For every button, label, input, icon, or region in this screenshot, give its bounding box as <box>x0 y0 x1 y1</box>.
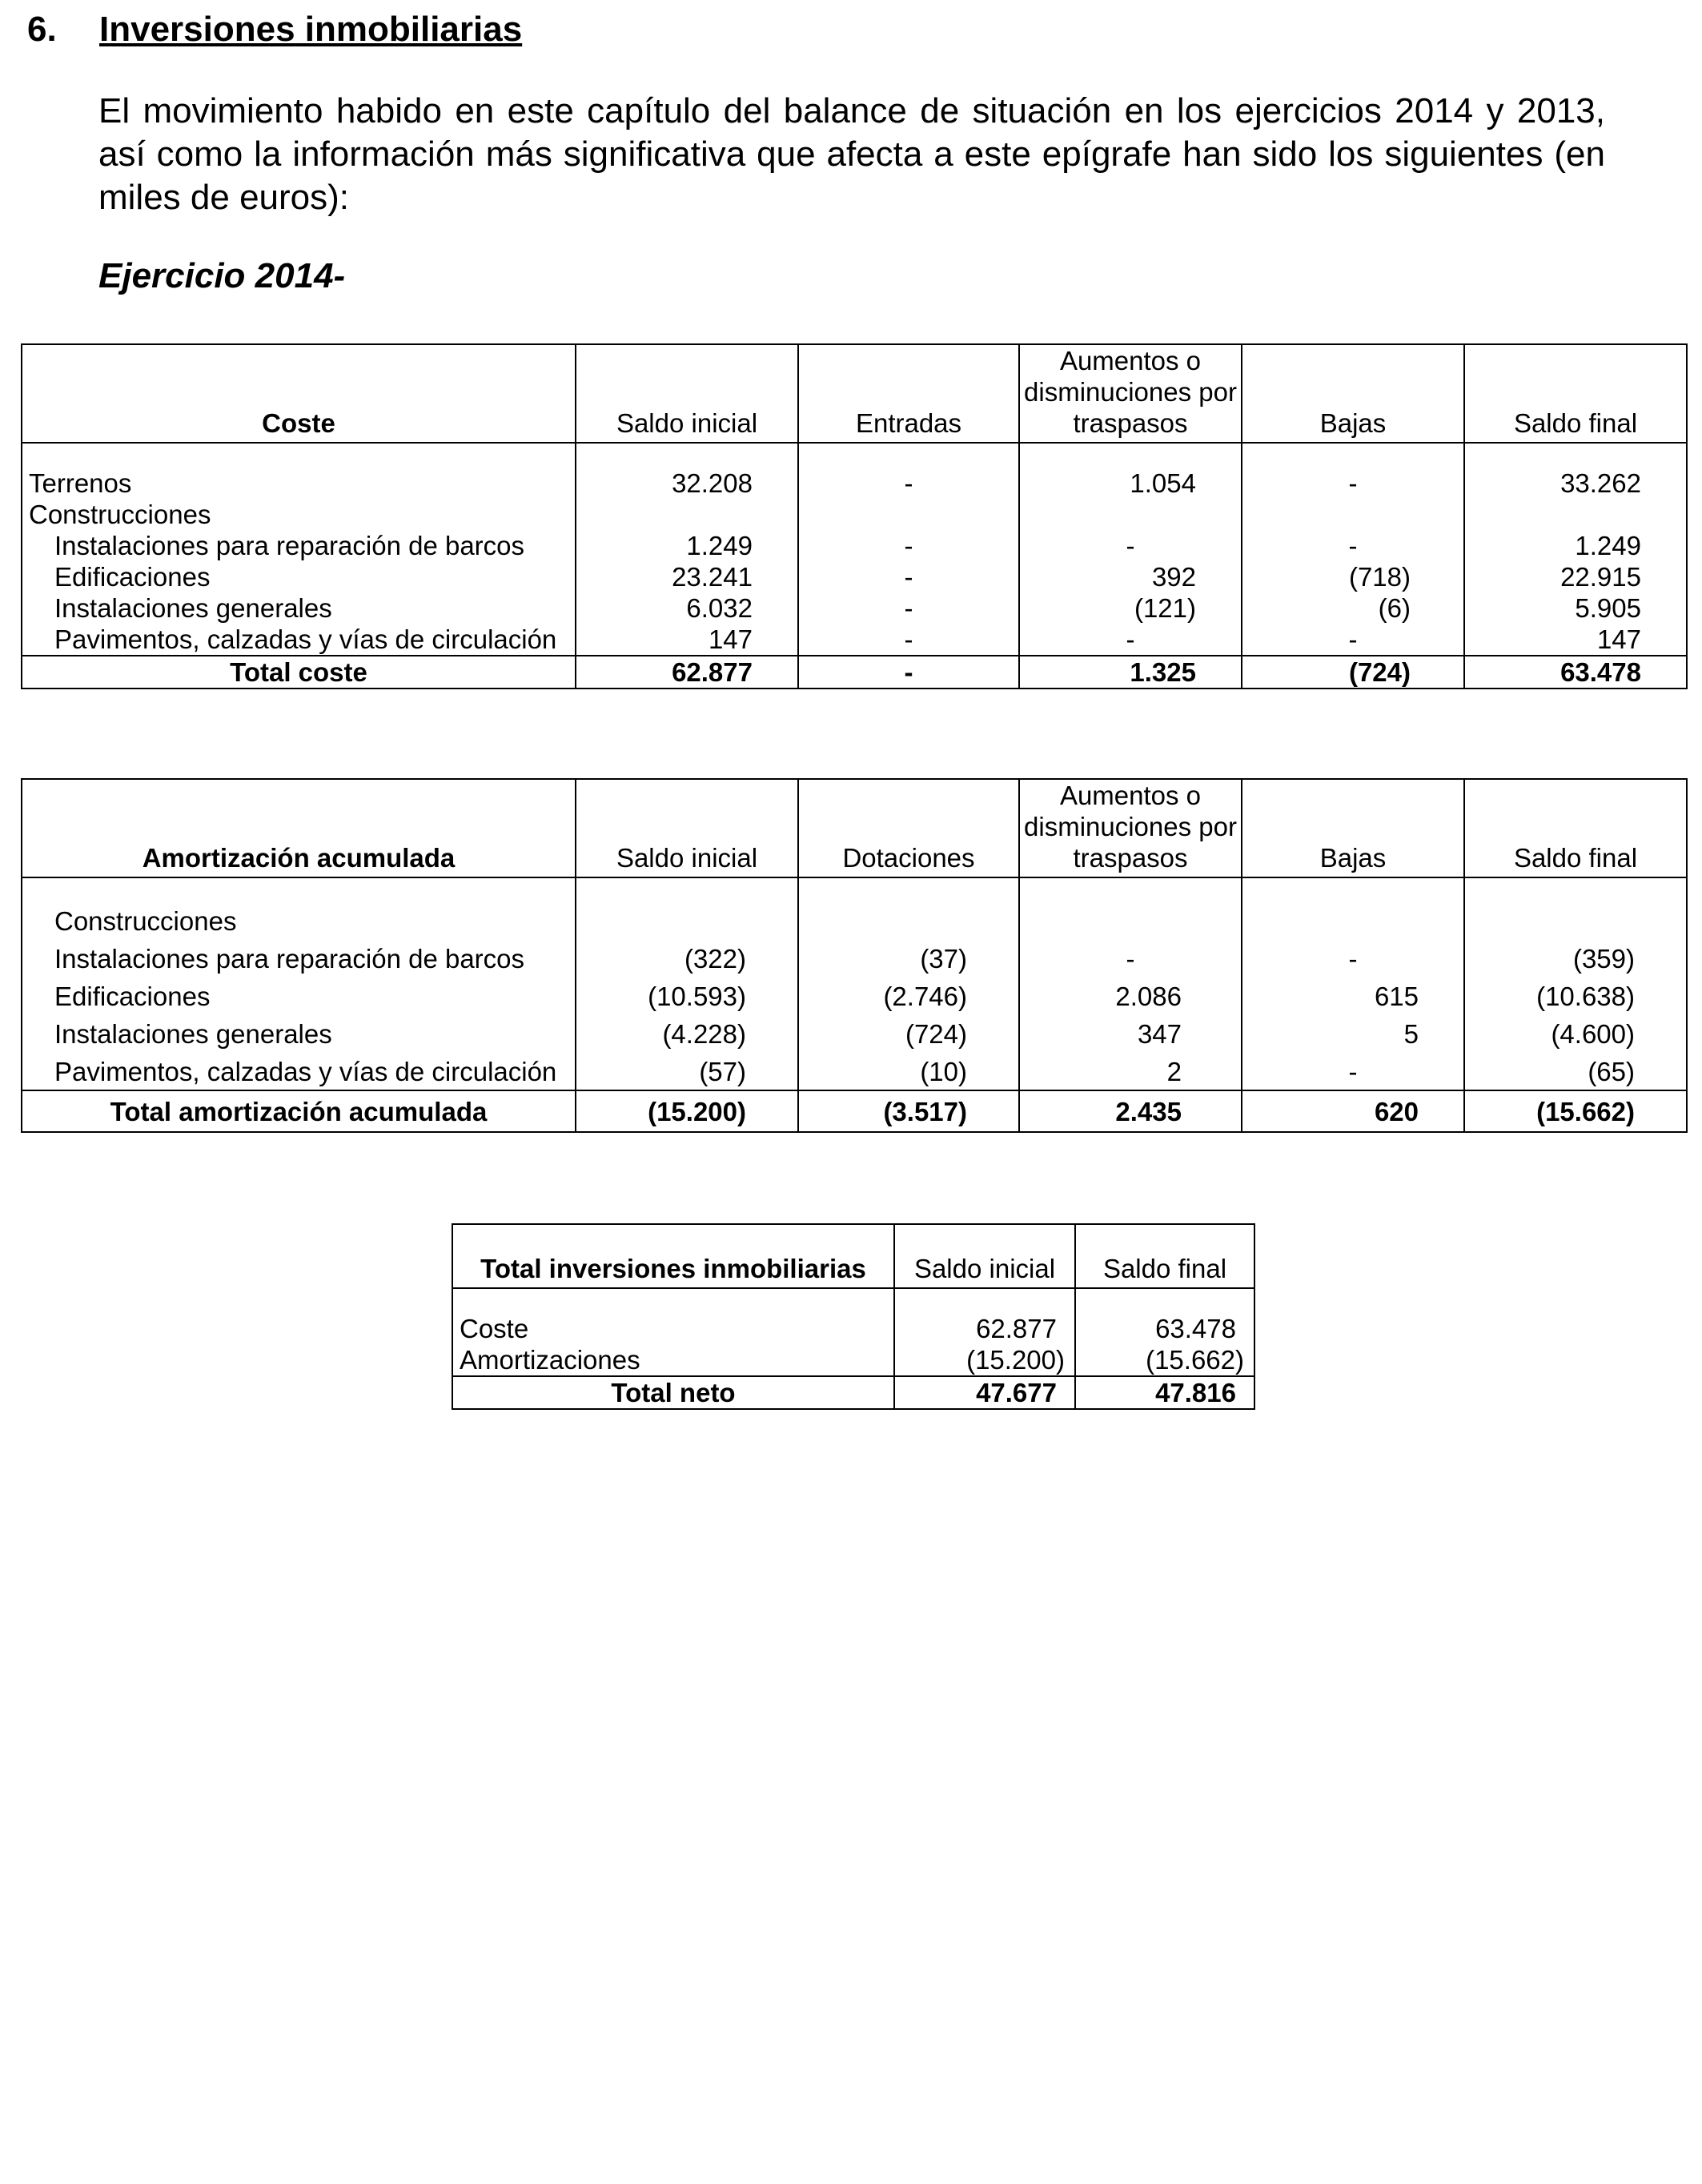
total-cell: 63.478 <box>1464 656 1687 689</box>
cell: 1.054 <box>1019 468 1242 499</box>
row-label: Construcciones <box>22 499 576 530</box>
cell: 1.249 <box>576 530 798 561</box>
column-header: Saldo inicial <box>576 779 798 877</box>
cell: 62.877 <box>894 1313 1075 1344</box>
total-cell: 2.435 <box>1019 1090 1242 1132</box>
column-header: Aumentos o disminuciones por traspasos <box>1019 779 1242 877</box>
cell: - <box>798 468 1019 499</box>
row-label: Construcciones <box>22 902 576 940</box>
cell: 392 <box>1019 561 1242 592</box>
cell <box>576 902 798 940</box>
cell: (10.593) <box>576 978 798 1015</box>
cell: - <box>1242 624 1464 656</box>
cell: (10.638) <box>1464 978 1687 1015</box>
row-label: Amortizaciones <box>452 1344 894 1376</box>
cell <box>1242 499 1464 530</box>
table-row <box>22 1015 1687 1053</box>
cell: 23.241 <box>576 561 798 592</box>
column-header: Bajas <box>1242 344 1464 443</box>
total-cell: - <box>798 656 1019 689</box>
cell: - <box>798 592 1019 624</box>
cell: 147 <box>576 624 798 656</box>
cell: (121) <box>1019 592 1242 624</box>
row-label: Pavimentos, calzadas y vías de circulación <box>22 624 576 656</box>
coste-table <box>21 343 1688 689</box>
column-header: Bajas <box>1242 779 1464 877</box>
cell: 22.915 <box>1464 561 1687 592</box>
section-title: Inversiones inmobiliarias <box>99 10 523 49</box>
total-cell: 620 <box>1242 1090 1464 1132</box>
row-label: Instalaciones generales <box>22 1015 576 1053</box>
cell <box>1464 499 1687 530</box>
amortizacion-table <box>21 778 1688 1133</box>
total-cell: (15.200) <box>576 1090 798 1132</box>
column-header: Entradas <box>798 344 1019 443</box>
total-label: Total neto <box>452 1376 894 1409</box>
row-label: Instalaciones para reparación de barcos <box>22 530 576 561</box>
cell <box>576 499 798 530</box>
cell: (65) <box>1464 1053 1687 1090</box>
cell: 1.249 <box>1464 530 1687 561</box>
column-header: Dotaciones <box>798 779 1019 877</box>
total-cell: (15.662) <box>1464 1090 1687 1132</box>
total-label: Total coste <box>22 656 576 689</box>
column-header: Saldo final <box>1075 1224 1254 1288</box>
cell: 347 <box>1019 1015 1242 1053</box>
cell: - <box>1019 624 1242 656</box>
cell <box>1242 902 1464 940</box>
column-header: Total inversiones inmobiliarias <box>452 1224 894 1288</box>
row-label: Pavimentos, calzadas y vías de circulación <box>22 1053 576 1090</box>
table-row <box>22 978 1687 1015</box>
total-cell: 62.877 <box>576 656 798 689</box>
cell: 5 <box>1242 1015 1464 1053</box>
cell: - <box>1019 530 1242 561</box>
total-cell: (3.517) <box>798 1090 1019 1132</box>
total-row <box>22 1090 1687 1132</box>
cell: - <box>1242 940 1464 978</box>
column-header: Saldo inicial <box>576 344 798 443</box>
cell: - <box>798 561 1019 592</box>
section-heading <box>27 10 522 50</box>
row-label: Coste <box>452 1313 894 1344</box>
table-row <box>452 1313 1254 1344</box>
cell <box>1019 499 1242 530</box>
intro-paragraph: El movimiento habido en este capítulo del balance de situación en los ejercicios 2014 y 2013, así como la información más significativa que afecta a este epígrafe han sido los siguientes (en miles de euros): <box>98 91 1605 217</box>
total-cell: 47.677 <box>894 1376 1075 1409</box>
cell: 32.208 <box>576 468 798 499</box>
total-cell: 47.816 <box>1075 1376 1254 1409</box>
total-row <box>452 1376 1254 1409</box>
row-label: Edificaciones <box>22 978 576 1015</box>
table-row <box>22 1053 1687 1090</box>
table-row <box>22 592 1687 624</box>
column-header: Amortización acumulada <box>22 779 576 877</box>
cell: - <box>1242 1053 1464 1090</box>
cell: - <box>1019 940 1242 978</box>
cell: - <box>1242 530 1464 561</box>
exercise-subtitle: Ejercicio 2014- <box>98 256 346 295</box>
cell: (6) <box>1242 592 1464 624</box>
row-label: Instalaciones para reparación de barcos <box>22 940 576 978</box>
summary-table <box>452 1223 1255 1410</box>
cell: - <box>798 624 1019 656</box>
column-header: Aumentos o disminuciones por traspasos <box>1019 344 1242 443</box>
cell: 2 <box>1019 1053 1242 1090</box>
cell: (2.746) <box>798 978 1019 1015</box>
total-label: Total amortización acumulada <box>22 1090 576 1132</box>
total-row <box>22 656 1687 689</box>
table-row <box>22 468 1687 499</box>
cell: (15.662) <box>1075 1344 1254 1376</box>
cell <box>1464 902 1687 940</box>
cell: 33.262 <box>1464 468 1687 499</box>
cell: (37) <box>798 940 1019 978</box>
table-row <box>22 530 1687 561</box>
table-row <box>22 624 1687 656</box>
cell: 63.478 <box>1075 1313 1254 1344</box>
cell: (4.228) <box>576 1015 798 1053</box>
section-number: 6. <box>27 10 57 49</box>
table-row <box>22 902 1687 940</box>
cell <box>798 499 1019 530</box>
cell <box>1019 902 1242 940</box>
cell <box>798 902 1019 940</box>
cell: (724) <box>798 1015 1019 1053</box>
table-row <box>22 499 1687 530</box>
column-header: Coste <box>22 344 576 443</box>
total-cell: (724) <box>1242 656 1464 689</box>
cell: - <box>1242 468 1464 499</box>
cell: - <box>798 530 1019 561</box>
cell: (15.200) <box>894 1344 1075 1376</box>
cell: 2.086 <box>1019 978 1242 1015</box>
column-header: Saldo inicial <box>894 1224 1075 1288</box>
row-label: Edificaciones <box>22 561 576 592</box>
table-row <box>452 1344 1254 1376</box>
total-cell: 1.325 <box>1019 656 1242 689</box>
cell: (4.600) <box>1464 1015 1687 1053</box>
table-row <box>22 561 1687 592</box>
column-header: Saldo final <box>1464 779 1687 877</box>
cell: (718) <box>1242 561 1464 592</box>
cell: (322) <box>576 940 798 978</box>
row-label: Terrenos <box>22 468 576 499</box>
cell: 147 <box>1464 624 1687 656</box>
cell: (359) <box>1464 940 1687 978</box>
table-row <box>22 940 1687 978</box>
cell: 5.905 <box>1464 592 1687 624</box>
cell: 6.032 <box>576 592 798 624</box>
column-header: Saldo final <box>1464 344 1687 443</box>
cell: (10) <box>798 1053 1019 1090</box>
cell: (57) <box>576 1053 798 1090</box>
cell: 615 <box>1242 978 1464 1015</box>
row-label: Instalaciones generales <box>22 592 576 624</box>
